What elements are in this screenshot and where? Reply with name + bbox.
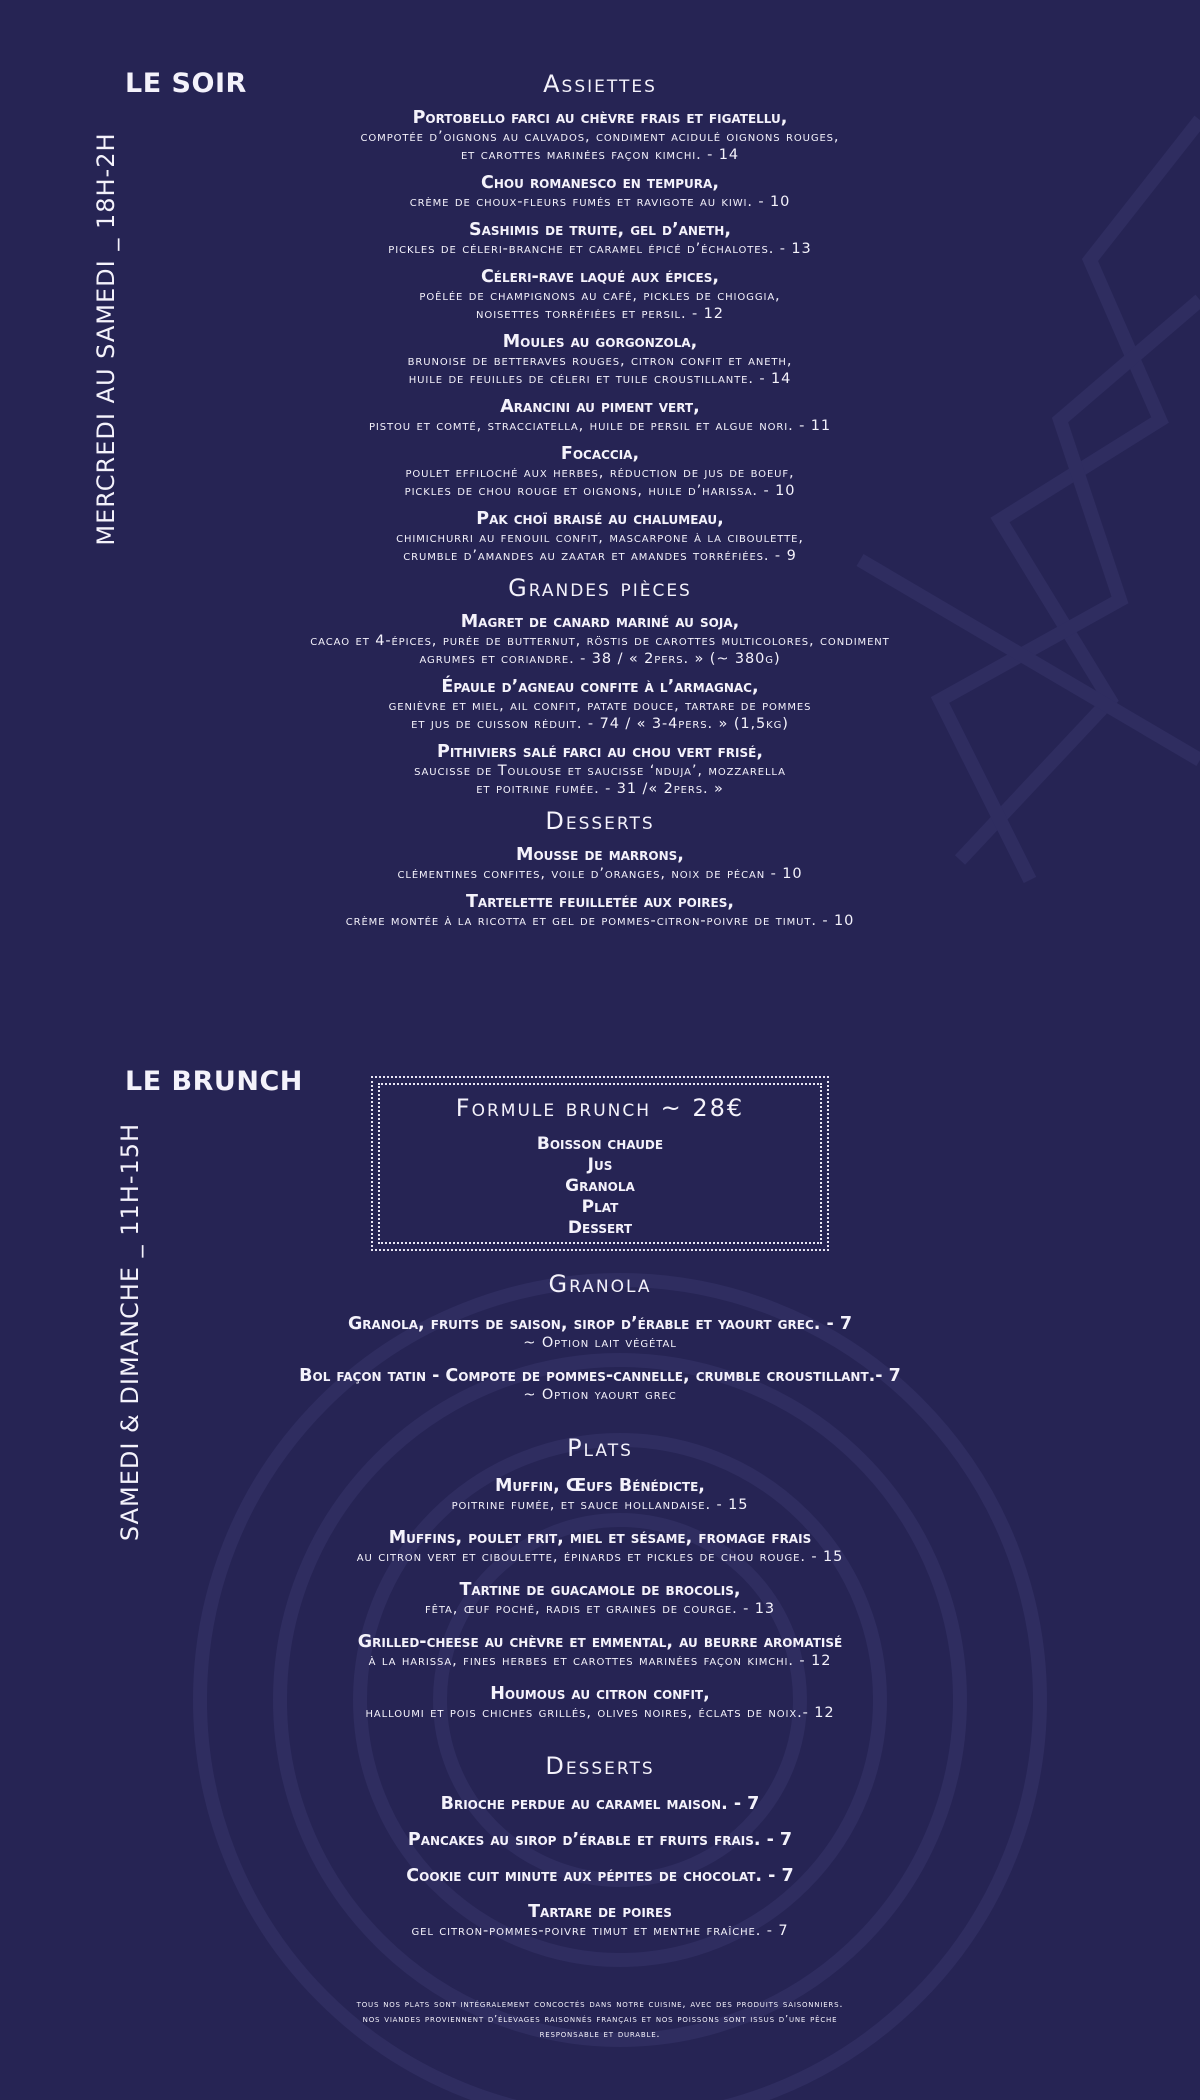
- dish-description: ~ Option lait végétal: [523, 1335, 677, 1351]
- dish-name: Tartare de poires: [528, 1902, 672, 1922]
- category-title: Desserts: [545, 807, 655, 835]
- dish-description: compotée d’oignons au calvados, condiment acidulé oignons rouges, et carottes marinées façon kimchi. - 14: [360, 129, 840, 163]
- dish-item: [150, 1476, 1050, 1514]
- evening-menu: [150, 70, 1050, 939]
- dish-name: Arancini au piment vert,: [500, 397, 700, 417]
- dish-item: [150, 1528, 1050, 1566]
- dish-name: Magret de canard mariné au soja,: [460, 612, 740, 632]
- brunch-schedule: SAMEDI & DIMANCHE _ 11H-15H: [116, 1122, 144, 1542]
- category-title: Granola: [548, 1270, 652, 1298]
- dish-item: [150, 1866, 1050, 1886]
- dish-item: [150, 845, 1050, 883]
- brunch-section-title: LE BRUNCH: [125, 1066, 303, 1097]
- dish-name: Focaccia,: [560, 444, 640, 464]
- dish-item: [150, 397, 1050, 435]
- category-title: Desserts: [545, 1752, 655, 1780]
- brunch-formula-inner-border: [378, 1083, 822, 1244]
- dish-name: Mousse de marrons,: [516, 845, 684, 865]
- dish-description: cacao et 4-épices, purée de butternut, röstis de carottes multicolores, condiment agrumes et coriandre. - 38 / « 2pers. » (~ 380g): [310, 633, 890, 667]
- dish-item: [150, 677, 1050, 733]
- category-title: Plats: [567, 1434, 633, 1462]
- brunch-menu: [150, 1270, 1050, 1949]
- dish-item: [150, 1794, 1050, 1814]
- dish-description: ~ Option yaourt grec: [523, 1387, 677, 1403]
- dish-description: à la harissa, fines herbes et carottes marinées façon kimchi. - 12: [368, 1653, 832, 1669]
- dish-description: fêta, œuf poché, radis et graines de courge. - 13: [424, 1601, 776, 1617]
- dish-name: Portobello farci au chèvre frais et figatellu,: [412, 108, 788, 128]
- dish-name: Muffin, Œufs Bénédicte,: [495, 1476, 705, 1496]
- dish-name: Houmous au citron confit,: [490, 1684, 710, 1704]
- dish-name: Sashimis de truite, gel d’aneth,: [469, 220, 731, 240]
- dish-name: Tartine de guacamole de brocolis,: [459, 1580, 741, 1600]
- dish-item: [150, 1684, 1050, 1722]
- dish-item: [150, 1632, 1050, 1670]
- dish-description: crème de choux-fleurs fumés et ravigote au kiwi. - 10: [409, 194, 791, 210]
- dish-description: poulet effiloché aux herbes, réduction de jus de boeuf, pickles de chou rouge et oignons, huile d’harissa. - 10: [404, 465, 796, 499]
- footer-note: tous nos plats sont intégralement concoctés dans notre cuisine, avec des produits saisonniers. nos viandes proviennent d’élevages raisonnés français et nos poissons sont issus d’une pêche responsable et durable.: [356, 1999, 844, 2040]
- dish-description: au citron vert et ciboulette, épinards et pickles de chou rouge. - 15: [356, 1549, 844, 1565]
- dish-item: [150, 108, 1050, 164]
- dish-item: [150, 509, 1050, 565]
- dish-item: [150, 444, 1050, 500]
- dish-name: Chou romanesco en tempura,: [481, 173, 719, 193]
- dish-description: genièvre et miel, ail confit, patate douce, tartare de pommes et jus de cuisson réduit. - 74 / « 3-4pers. » (1,5kg): [388, 698, 812, 732]
- dish-description: pistou et comté, stracciatella, huile de persil et algue nori. - 11: [368, 418, 832, 434]
- dish-item: [150, 267, 1050, 323]
- brunch-formula-title: Formule brunch ~ 28€: [455, 1094, 745, 1122]
- dish-item: [150, 220, 1050, 258]
- formula-item: Jus: [587, 1155, 613, 1175]
- dish-name: Bol façon tatin - Compote de pommes-cannelle, crumble croustillant.- 7: [299, 1366, 901, 1386]
- dish-description: crème montée à la ricotta et gel de pommes-citron-poivre de timut. - 10: [345, 913, 855, 929]
- dish-name: Moules au gorgonzola,: [502, 332, 698, 352]
- dish-item: [150, 173, 1050, 211]
- category-title: Assiettes: [543, 70, 657, 98]
- evening-schedule: MERCREDI AU SAMEDI _ 18H-2H: [92, 132, 120, 546]
- category-title: Grandes pièces: [508, 574, 692, 602]
- dish-name: Pancakes au sirop d’érable et fruits frais. - 7: [407, 1830, 793, 1850]
- dish-item: [150, 1366, 1050, 1404]
- formula-item: Dessert: [567, 1218, 633, 1238]
- formula-item: Boisson chaude: [536, 1134, 664, 1154]
- dish-description: clémentines confites, voile d’oranges, noix de pécan - 10: [397, 866, 803, 882]
- dish-name: Grilled-cheese au chèvre et emmental, au beurre aromatisé: [357, 1632, 843, 1652]
- dish-item: [150, 742, 1050, 798]
- dish-item: [150, 332, 1050, 388]
- dish-description: brunoise de betteraves rouges, citron confit et aneth, huile de feuilles de céleri et tuile croustillante. - 14: [407, 353, 793, 387]
- dish-description: gel citron-pommes-poivre timut et menthe fraîche. - 7: [411, 1923, 789, 1939]
- dish-description: halloumi et pois chiches grillés, olives noires, éclats de noix.- 12: [365, 1705, 835, 1721]
- brunch-formula-box: [371, 1076, 829, 1251]
- formula-item: Plat: [581, 1197, 619, 1217]
- dish-name: Cookie cuit minute aux pépites de chocolat. - 7: [406, 1866, 794, 1886]
- formula-item: Granola: [565, 1176, 635, 1196]
- dish-item: [150, 612, 1050, 668]
- dish-description: poitrine fumée, et sauce hollandaise. - 15: [451, 1497, 749, 1513]
- dish-name: Tartelette feuilletée aux poires,: [465, 892, 735, 912]
- dish-name: Pak choï braisé au chalumeau,: [476, 509, 724, 529]
- dish-name: Pithiviers salé farci au chou vert frisé,: [437, 742, 763, 762]
- dish-name: Granola, fruits de saison, sirop d’érable et yaourt grec. - 7: [347, 1314, 853, 1334]
- dish-name: Brioche perdue au caramel maison. - 7: [440, 1794, 760, 1814]
- dish-description: poêlée de champignons au café, pickles de chioggia, noisettes torréfiées et persil. - 12: [419, 288, 781, 322]
- dish-item: [150, 1314, 1050, 1352]
- dish-name: Épaule d’agneau confite à l’armagnac,: [441, 677, 759, 697]
- dish-description: pickles de céleri-branche et caramel épicé d’échalotes. - 13: [388, 241, 812, 257]
- dish-item: [150, 1580, 1050, 1618]
- dish-item: [150, 1902, 1050, 1940]
- dish-item: [150, 1830, 1050, 1850]
- evening-section-title: LE SOIR: [125, 68, 247, 99]
- dish-name: Céleri-rave laqué aux épices,: [480, 267, 720, 287]
- dish-item: [150, 892, 1050, 930]
- dish-description: saucisse de Toulouse et saucisse ‘nduja’, mozzarella et poitrine fumée. - 31 /« 2pers. »: [414, 763, 786, 797]
- dish-description: chimichurri au fenouil confit, mascarpone à la ciboulette, crumble d’amandes au zaatar et amandes torréfiées. - 9: [396, 530, 804, 564]
- dish-name: Muffins, poulet frit, miel et sésame, fromage frais: [388, 1528, 812, 1548]
